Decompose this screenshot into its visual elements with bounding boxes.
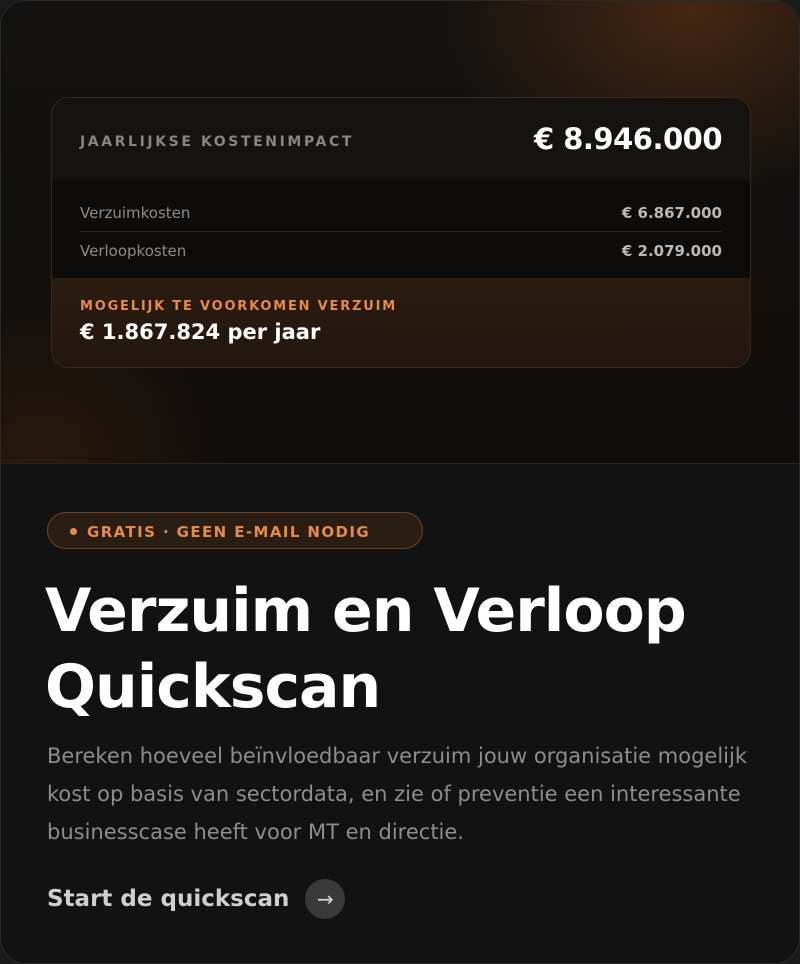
title-line-1: Verzuim en Verloop — [45, 576, 686, 646]
free-badge — [47, 512, 423, 549]
cost-row-verloopkosten — [80, 232, 722, 270]
cost-row-label: Verloopkosten — [80, 242, 187, 260]
cost-impact-label: JAARLIJKSE KOSTENIMPACT — [80, 134, 354, 150]
preventable-absence-section — [52, 278, 750, 368]
free-badge-text: GRATIS · GEEN E-MAIL NODIG — [87, 523, 371, 541]
cost-impact-total: € 8.946.000 — [533, 122, 722, 156]
title-line-2: Quickscan — [45, 652, 381, 722]
page-title — [45, 573, 765, 725]
cost-impact-panel — [51, 97, 751, 368]
preventable-absence-label: MOGELIJK TE VOORKOMEN VERZUIM — [80, 299, 397, 314]
cost-row-verzuimkosten — [80, 194, 722, 232]
preventable-absence-value: € 1.867.824 per jaar — [80, 320, 321, 344]
cost-row-value: € 6.867.000 — [621, 203, 722, 222]
hero-preview — [1, 1, 799, 464]
cost-row-label: Verzuimkosten — [80, 203, 191, 222]
start-quickscan-label: Start de quickscan — [47, 886, 290, 912]
description: Bereken hoeveel beïnvloedbaar verzuim jouw organisatie mogelijk kost op basis van sectordata, en zie of preventie een interessante businesscase heeft voor MT en directie. — [47, 744, 747, 844]
bullet-dot-icon — [70, 528, 77, 535]
cost-row-value: € 2.079.000 — [621, 242, 722, 260]
arrow-right-icon[interactable]: → — [305, 879, 345, 919]
start-quickscan-button[interactable] — [47, 878, 345, 920]
cost-breakdown — [52, 181, 750, 277]
cost-impact-header — [52, 98, 750, 181]
